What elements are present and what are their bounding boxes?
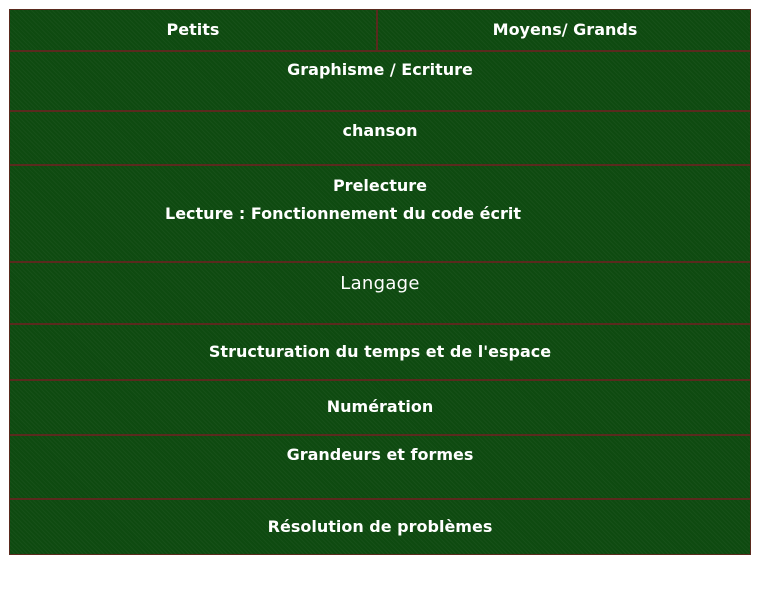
tab-petits[interactable] <box>10 10 376 50</box>
menu-item-langage[interactable] <box>10 263 750 325</box>
menu-item-prelecture[interactable] <box>10 166 750 263</box>
menu-item-label: Résolution de problèmes <box>267 517 493 536</box>
menu-item-label: Langage <box>340 273 420 294</box>
menu-item-label: chanson <box>342 121 418 140</box>
menu-item-label: Grandeurs et formes <box>286 445 474 464</box>
tab-petits-label: Petits <box>166 20 220 39</box>
menu-item-label: Prelecture <box>332 176 428 195</box>
menu-item-label: Structuration du temps et de l'espace <box>208 342 552 361</box>
activity-menu-table <box>9 9 751 555</box>
menu-item-chanson[interactable] <box>10 112 750 166</box>
menu-item-label: Graphisme / Ecriture <box>287 60 473 79</box>
menu-item-grandeurs-formes[interactable] <box>10 436 750 500</box>
tab-moyens-grands-label: Moyens/ Grands <box>492 20 638 39</box>
menu-item-label: Numération <box>326 397 434 416</box>
menu-item-resolution-problemes[interactable] <box>10 500 750 556</box>
tab-moyens-grands[interactable] <box>378 10 752 50</box>
header-row <box>10 10 750 52</box>
menu-item-sublabel: Lecture : Fonctionnement du code écrit <box>165 204 522 223</box>
menu-item-structuration[interactable] <box>10 325 750 381</box>
menu-item-graphisme-ecriture[interactable] <box>10 52 750 112</box>
menu-item-numeration[interactable] <box>10 381 750 436</box>
